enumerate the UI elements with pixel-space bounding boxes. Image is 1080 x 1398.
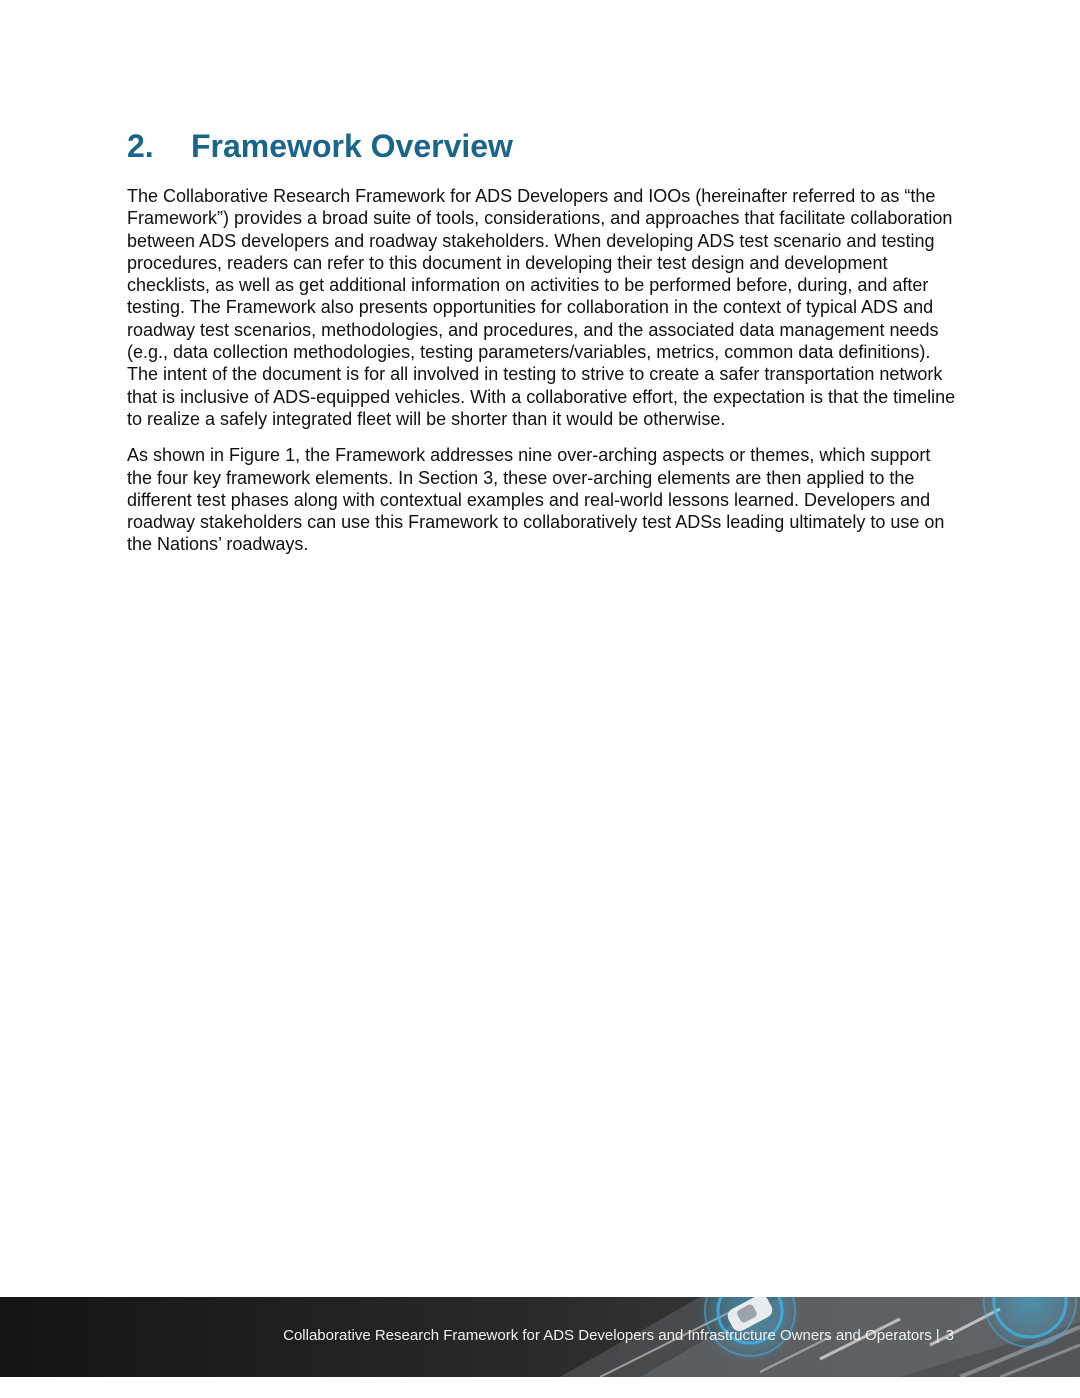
footer-document-title: Collaborative Research Framework for ADS Developers and Infrastructure Owners and Operators	[283, 1327, 932, 1344]
paragraph-figure-reference: As shown in Figure 1, the Framework addresses nine over-arching aspects or themes, which support the four key framework elements. In Section 3, these over-arching elements are then applied to the different test phases along with contextual examples and real-world lessons learned. Developers and roadway stakeholders can use this Framework to collaboratively test ADSs leading ultimately to use on the Nations’ roadways.	[127, 445, 945, 555]
footer-separator: |	[935, 1327, 940, 1344]
section-title: Framework Overview	[191, 128, 513, 164]
paragraph-intro: The Collaborative Research Framework for ADS Developers and IOOs (hereinafter referred to as “the Framework”) provides a broad suite of tools, considerations, and approaches that facilitate collaboration between ADS developers and roadway stakeholders. When developing ADS test scenario and testing procedures, readers can refer to this document in developing their test design and development checklists, as well as get additional information on activities to be performed before, during, and after testing. The Framework also presents opportunities for collaboration in the context of typical ADS and roadway test scenarios, methodologies, and procedures, and the associated data management needs (e.g., data collection methodologies, testing parameters/variables, metrics, common data definitions). The intent of the document is for all involved in testing to strive to create a safer transportation network that is inclusive of ADS-equipped vehicles. With a collaborative effort, the expectation is that the timeline to realize a safely integrated fleet will be shorter than it would be otherwise.	[127, 186, 956, 429]
page-footer	[0, 1297, 1080, 1377]
body-text	[127, 185, 957, 570]
section-number: 2.	[127, 128, 154, 164]
page-number: 3	[945, 1327, 954, 1344]
footer-text	[283, 1326, 954, 1346]
section-heading	[127, 124, 513, 168]
